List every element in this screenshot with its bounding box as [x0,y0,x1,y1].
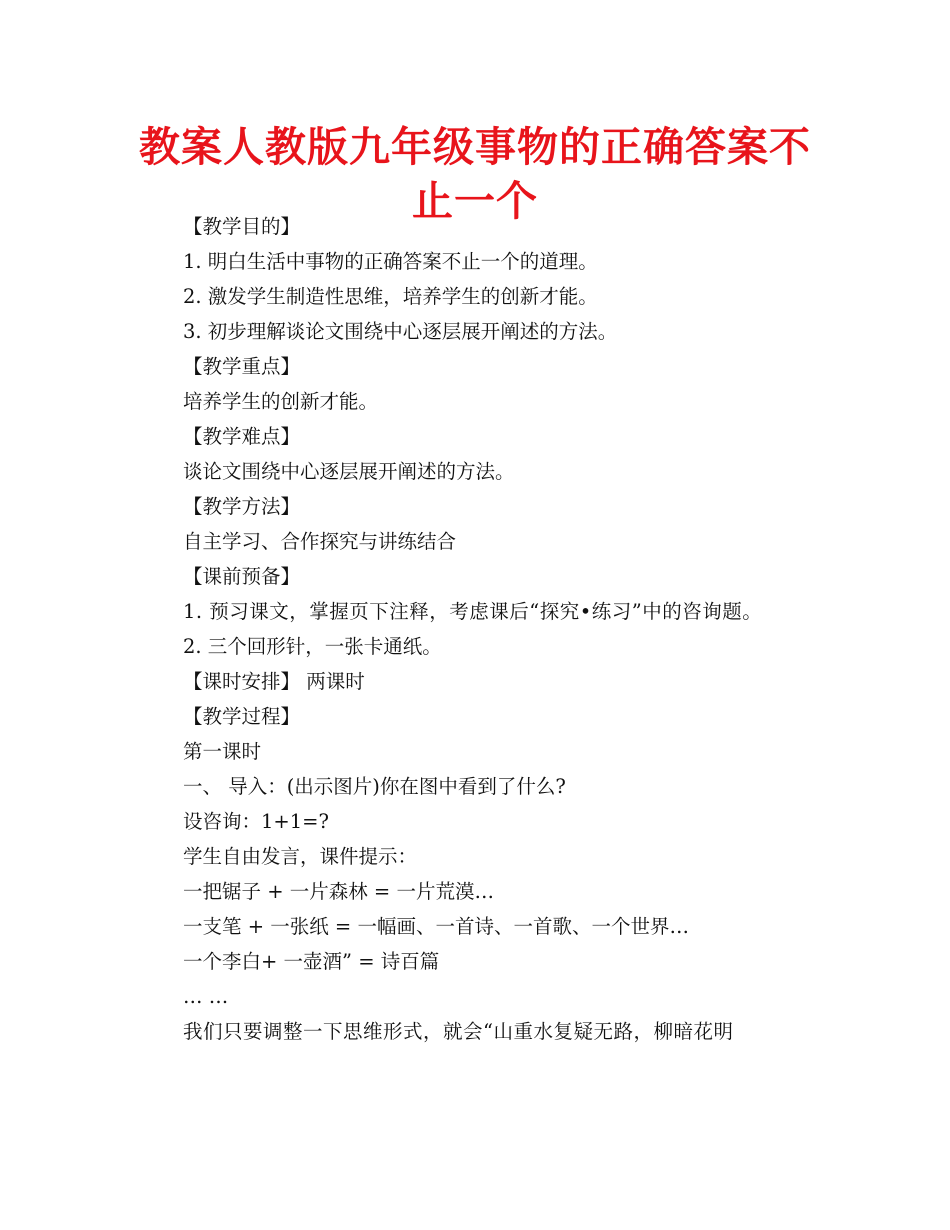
objective-item: 3. 初步理解谈论文围绕中心逐层展开阐述的方法。 [183,320,618,343]
example-line: 一把锯子 + 一片森林 = 一片荒漠… [183,880,494,903]
example-line: 一个李白+ 一壶酒” = 诗百篇 [183,950,440,973]
document-title: 教案人教版九年级事物的正确答案不止一个 [139,123,811,225]
section-heading-schedule: 【课时安排】 两课时 [183,670,365,693]
example-line: 一支笔 + 一张纸 = 一幅画、一首诗、一首歌、一个世界… [183,915,689,938]
section-heading-objectives: 【教学目的】 [183,215,301,238]
paragraph: 自主学习、合作探究与讲练结合 [183,530,457,553]
section-heading-key-points: 【教学重点】 [183,355,301,378]
section-heading-preparation: 【课前预备】 [183,565,301,588]
paragraph: 学生自由发言，课件提示： [183,845,418,868]
document-body [143,209,813,1049]
paragraph: 我们只要调整一下思维形式，就会“山重水复疑无路，柳暗花明 [183,1020,734,1043]
paragraph: 设咨询：1+1=? [183,810,329,833]
paragraph: 培养学生的创新才能。 [183,390,379,413]
paragraph: 谈论文围绕中心逐层展开阐述的方法。 [183,460,515,483]
paragraph: 一、 导入：(出示图片)你在图中看到了什么? [183,775,566,798]
objective-item: 2. 激发学生制造性思维，培养学生的创新才能。 [183,285,598,308]
objective-item: 1. 明白生活中事物的正确答案不止一个的道理。 [183,250,598,273]
ellipsis-line: … … [183,985,229,1008]
preparation-item: 1. 预习课文，掌握页下注释，考虑课后“探究•练习”中的咨询题。 [183,600,763,623]
section-heading-process: 【教学过程】 [183,705,301,728]
section-heading-difficulties: 【教学难点】 [183,425,301,448]
lesson-heading: 第一课时 [183,740,262,763]
section-heading-methods: 【教学方法】 [183,495,301,518]
preparation-item: 2. 三个回形针，一张卡通纸。 [183,635,442,658]
